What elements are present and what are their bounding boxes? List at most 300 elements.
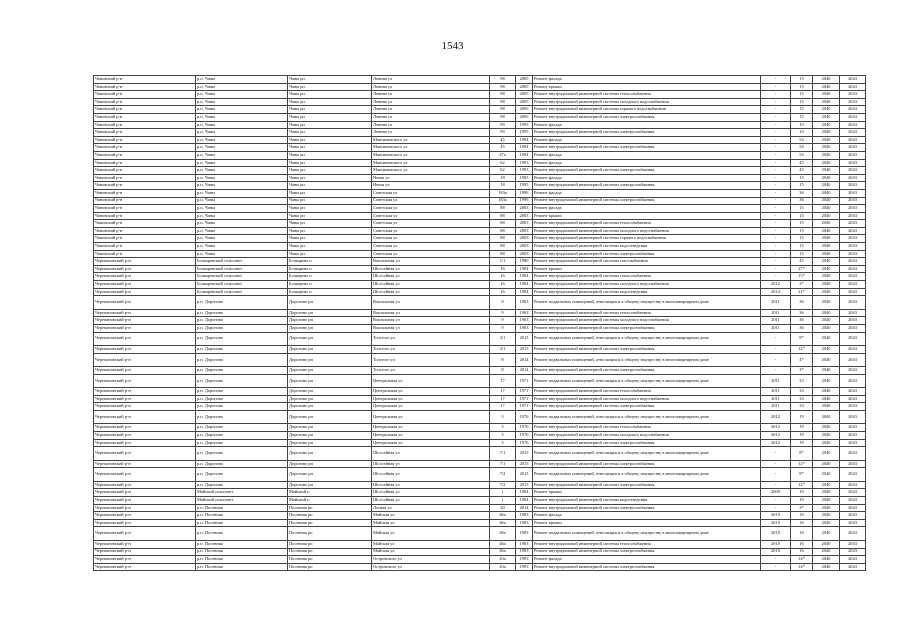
- cell-locality: Чаны рп: [288, 98, 372, 106]
- table-row: [94, 432, 866, 440]
- table-row: [94, 540, 866, 548]
- cell-plan-start: 2040: [813, 83, 840, 91]
- cell-plan-start: 2040: [813, 159, 840, 167]
- cell-prev-year: 2011: [761, 317, 791, 325]
- cell-wear: 15: [791, 220, 813, 228]
- cell-year: 1976: [516, 432, 533, 440]
- cell-district: Черепановский р-н: [94, 388, 196, 396]
- cell-plan-start: 2040: [813, 353, 840, 367]
- cell-house: 99: [490, 129, 516, 137]
- cell-district: Чановский р-н: [94, 76, 196, 84]
- cell-plan-end: 2043: [840, 296, 866, 310]
- cell-plan-end: 2043: [840, 83, 866, 91]
- cell-municipality: р.п. Дорогино: [196, 324, 288, 332]
- cell-district: Черепановский р-н: [94, 468, 196, 482]
- cell-plan-end: 2043: [840, 281, 866, 289]
- cell-prev-year: 2010: [761, 512, 791, 520]
- cell-district: Черепановский р-н: [94, 432, 196, 440]
- cell-work-type: Ремонт фасада: [533, 556, 761, 564]
- cell-plan-end: 2043: [840, 76, 866, 84]
- cell-street: Центральная ул: [372, 388, 490, 396]
- cell-street: Шоссейная ул: [372, 281, 490, 289]
- cell-year: 2015: [516, 481, 533, 489]
- cell-district: Черепановский р-н: [94, 540, 196, 548]
- cell-house: 43а: [490, 563, 516, 571]
- cell-year: 2003: [516, 243, 533, 251]
- cell-municipality: р.п. Посевная: [196, 527, 288, 541]
- cell-locality: Дорогино рп: [288, 332, 372, 346]
- table-row: [94, 481, 866, 489]
- cell-wear: 36: [791, 197, 813, 205]
- cell-municipality: р.п. Чаны: [196, 167, 288, 175]
- cell-street: Вокзальная ул: [372, 324, 490, 332]
- cell-plan-start: 2040: [813, 324, 840, 332]
- cell-year: 1984: [516, 281, 533, 289]
- cell-plan-start: 2040: [813, 556, 840, 564]
- page-number: 1543: [441, 40, 464, 52]
- cell-prev-year: 2011: [761, 296, 791, 310]
- cell-wear: 10: [791, 121, 813, 129]
- cell-wear: 21*: [791, 288, 813, 296]
- cell-prev-year: -: [761, 258, 791, 266]
- cell-municipality: р.п. Чаны: [196, 212, 288, 220]
- cell-wear: 33: [791, 374, 813, 388]
- cell-prev-year: 2011: [761, 309, 791, 317]
- cell-house: 46а: [490, 519, 516, 527]
- cell-municipality: р.п. Дорогино: [196, 424, 288, 432]
- cell-plan-start: 2040: [813, 151, 840, 159]
- cell-year: 1980: [516, 258, 533, 266]
- cell-locality: Посевная рп: [288, 512, 372, 520]
- cell-plan-start: 2040: [813, 182, 840, 190]
- cell-district: Черепановский р-н: [94, 504, 196, 512]
- cell-work-type: Ремонт фасада: [533, 189, 761, 197]
- cell-plan-start: 2040: [813, 548, 840, 556]
- cell-district: Черепановский р-н: [94, 497, 196, 505]
- cell-street: Центральная ул: [372, 424, 490, 432]
- cell-street: Майская ул: [372, 527, 490, 541]
- cell-plan-start: 2040: [813, 205, 840, 213]
- cell-year: 2003: [516, 205, 533, 213]
- cell-plan-end: 2043: [840, 504, 866, 512]
- cell-plan-start: 2040: [813, 227, 840, 235]
- cell-locality: Чаны рп: [288, 235, 372, 243]
- cell-house: 43а: [490, 556, 516, 564]
- cell-plan-start: 2040: [813, 174, 840, 182]
- cell-district: Черепановский р-н: [94, 346, 196, 354]
- table-row: [94, 167, 866, 175]
- cell-year: 1984: [516, 497, 533, 505]
- cell-locality: Посевная рп: [288, 563, 372, 571]
- cell-locality: Чаны рп: [288, 159, 372, 167]
- cell-plan-start: 2040: [813, 346, 840, 354]
- cell-house: 16: [490, 288, 516, 296]
- cell-work-type: Ремонт внутридомовой инженерной системы электроснабжения: [533, 367, 761, 375]
- cell-locality: Чаны рп: [288, 91, 372, 99]
- cell-year: 2003: [516, 227, 533, 235]
- cell-work-type: Ремонт внутридомовой инженерной системы холодного водоснабжения: [533, 317, 761, 325]
- cell-wear: 15: [791, 227, 813, 235]
- cell-wear: 19: [791, 424, 813, 432]
- cell-work-type: Ремонт внутридомовой инженерной системы холодного водоснабжения: [533, 432, 761, 440]
- table-row: [94, 504, 866, 512]
- table-row: [94, 410, 866, 424]
- cell-street: Шоссейная ул: [372, 460, 490, 468]
- cell-street: Вокзальная ул: [372, 296, 490, 310]
- cell-prev-year: -: [761, 220, 791, 228]
- cell-plan-start: 2040: [813, 106, 840, 114]
- cell-district: Черепановский р-н: [94, 273, 196, 281]
- cell-street: Толстого ул: [372, 367, 490, 375]
- cell-house: 8: [490, 367, 516, 375]
- cell-locality: Посевная рп: [288, 519, 372, 527]
- cell-prev-year: 2011: [761, 324, 791, 332]
- cell-prev-year: -: [761, 497, 791, 505]
- cell-street: Советская ул: [372, 227, 490, 235]
- cell-prev-year: -: [761, 167, 791, 175]
- cell-plan-end: 2043: [840, 489, 866, 497]
- cell-street: Советская ул: [372, 197, 490, 205]
- table-row: [94, 388, 866, 396]
- cell-plan-end: 2043: [840, 250, 866, 258]
- cell-work-type: Ремонт крыши: [533, 212, 761, 220]
- cell-prev-year: -: [761, 460, 791, 468]
- cell-work-type: Ремонт крыши: [533, 83, 761, 91]
- cell-street: Советская ул: [372, 243, 490, 251]
- cell-district: Чановский р-н: [94, 182, 196, 190]
- cell-district: Черепановский р-н: [94, 374, 196, 388]
- cell-year: 1971: [516, 374, 533, 388]
- cell-year: 1984: [516, 265, 533, 273]
- cell-street: Центральная ул: [372, 432, 490, 440]
- cell-work-type: Ремонт внутридомовой инженерной системы холодного водоснабжения: [533, 281, 761, 289]
- cell-year: 2005: [516, 76, 533, 84]
- cell-house: 9: [490, 296, 516, 310]
- cell-house: 16: [490, 281, 516, 289]
- cell-locality: Чаны рп: [288, 136, 372, 144]
- cell-house: 46а: [490, 512, 516, 520]
- cell-prev-year: -: [761, 121, 791, 129]
- table-row: [94, 447, 866, 461]
- cell-prev-year: 2010: [761, 519, 791, 527]
- cell-plan-end: 2043: [840, 144, 866, 152]
- table-row: [94, 353, 866, 367]
- cell-municipality: р.п. Чаны: [196, 189, 288, 197]
- cell-municipality: р.п. Посевная: [196, 563, 288, 571]
- cell-wear: 4*: [791, 353, 813, 367]
- cell-district: Чановский р-н: [94, 91, 196, 99]
- cell-municipality: р.п. Дорогино: [196, 296, 288, 310]
- cell-house: 7/2: [490, 481, 516, 489]
- cell-house: 1/1: [490, 258, 516, 266]
- cell-wear: 3*: [791, 367, 813, 375]
- cell-municipality: р.п. Чаны: [196, 250, 288, 258]
- cell-district: Чановский р-н: [94, 136, 196, 144]
- cell-street: Центральная ул: [372, 374, 490, 388]
- cell-street: Шоссейная ул: [372, 489, 490, 497]
- cell-plan-end: 2043: [840, 497, 866, 505]
- cell-municipality: р.п. Дорогино: [196, 410, 288, 424]
- cell-municipality: р.п. Чаны: [196, 174, 288, 182]
- cell-plan-start: 2040: [813, 273, 840, 281]
- cell-work-type: Ремонт внутридомовой инженерной системы электроснабжения: [533, 403, 761, 411]
- cell-municipality: р.п. Чаны: [196, 182, 288, 190]
- cell-prev-year: 2009: [761, 489, 791, 497]
- cell-wear: 33: [791, 388, 813, 396]
- cell-plan-start: 2040: [813, 288, 840, 296]
- cell-house: 62: [490, 159, 516, 167]
- table-row: [94, 227, 866, 235]
- cell-street: Вокзальная ул: [372, 317, 490, 325]
- cell-plan-start: 2040: [813, 243, 840, 251]
- cell-plan-end: 2043: [840, 512, 866, 520]
- cell-municipality: р.п. Посевная: [196, 548, 288, 556]
- cell-plan-end: 2043: [840, 182, 866, 190]
- cell-work-type: Ремонт подвальных помещений, относящихся к общему имуществу в многоквартирном доме: [533, 332, 761, 346]
- cell-house: 183а: [490, 189, 516, 197]
- cell-work-type: Ремонт фасада: [533, 159, 761, 167]
- table-row: [94, 182, 866, 190]
- cell-municipality: р.п. Посевная: [196, 556, 288, 564]
- cell-year: 2005: [516, 91, 533, 99]
- cell-locality: Бочкарево п: [288, 265, 372, 273]
- cell-house: 3: [490, 410, 516, 424]
- cell-plan-end: 2043: [840, 227, 866, 235]
- cell-year: 1995: [516, 174, 533, 182]
- cell-district: Черепановский р-н: [94, 563, 196, 571]
- cell-prev-year: -: [761, 83, 791, 91]
- cell-wear: 45: [791, 167, 813, 175]
- cell-wear: 36: [791, 324, 813, 332]
- table-row: [94, 174, 866, 182]
- cell-wear: 15: [791, 113, 813, 121]
- cell-plan-end: 2043: [840, 91, 866, 99]
- cell-house: 3: [490, 424, 516, 432]
- table-row: [94, 296, 866, 310]
- table-row: [94, 113, 866, 121]
- cell-work-type: Ремонт фасада: [533, 121, 761, 129]
- cell-municipality: р.п. Чаны: [196, 243, 288, 251]
- cell-locality: Чаны рп: [288, 182, 372, 190]
- cell-year: 2015: [516, 332, 533, 346]
- cell-prev-year: 2012: [761, 424, 791, 432]
- cell-district: Чановский р-н: [94, 129, 196, 137]
- table-row: [94, 83, 866, 91]
- table-row: [94, 548, 866, 556]
- cell-plan-end: 2043: [840, 151, 866, 159]
- table-row: [94, 106, 866, 114]
- cell-plan-end: 2043: [840, 324, 866, 332]
- cell-prev-year: 2014: [761, 288, 791, 296]
- cell-municipality: р.п. Чаны: [196, 83, 288, 91]
- cell-wear: 3*: [791, 281, 813, 289]
- cell-work-type: Ремонт подвальных помещений, относящихся к общему имуществу в многоквартирном доме: [533, 410, 761, 424]
- cell-year: 1995: [516, 182, 533, 190]
- cell-locality: Бочкарево п: [288, 281, 372, 289]
- cell-district: Черепановский р-н: [94, 353, 196, 367]
- cell-house: 45: [490, 144, 516, 152]
- cell-plan-end: 2043: [840, 106, 866, 114]
- cell-plan-end: 2043: [840, 374, 866, 388]
- cell-plan-start: 2040: [813, 497, 840, 505]
- cell-work-type: Ремонт внутридомовой инженерной системы электроснабжения: [533, 182, 761, 190]
- cell-house: 47а: [490, 151, 516, 159]
- table-row: [94, 332, 866, 346]
- cell-municipality: р.п. Чаны: [196, 113, 288, 121]
- cell-district: Чановский р-н: [94, 189, 196, 197]
- cell-district: Черепановский р-н: [94, 258, 196, 266]
- cell-work-type: Ремонт крыши: [533, 489, 761, 497]
- cell-plan-end: 2043: [840, 563, 866, 571]
- cell-house: 1: [490, 489, 516, 497]
- cell-plan-start: 2040: [813, 167, 840, 175]
- cell-work-type: Ремонт внутридомовой инженерной системы холодного водоснабжения: [533, 395, 761, 403]
- cell-plan-start: 2040: [813, 113, 840, 121]
- table-row: [94, 205, 866, 213]
- cell-year: 2005: [516, 83, 533, 91]
- cell-plan-end: 2043: [840, 460, 866, 468]
- cell-district: Чановский р-н: [94, 113, 196, 121]
- cell-plan-end: 2043: [840, 481, 866, 489]
- cell-year: 1994: [516, 151, 533, 159]
- cell-locality: Чаны рп: [288, 220, 372, 228]
- cell-plan-end: 2043: [840, 113, 866, 121]
- cell-plan-end: 2043: [840, 346, 866, 354]
- table-row: [94, 439, 866, 447]
- cell-wear: 15: [791, 106, 813, 114]
- cell-locality: Чаны рп: [288, 189, 372, 197]
- cell-prev-year: -: [761, 353, 791, 367]
- cell-prev-year: -: [761, 189, 791, 197]
- table-row: [94, 91, 866, 99]
- cell-wear: 33: [791, 395, 813, 403]
- cell-wear: 19: [791, 439, 813, 447]
- cell-wear: 15: [791, 212, 813, 220]
- cell-locality: Дорогино рп: [288, 353, 372, 367]
- cell-plan-end: 2043: [840, 136, 866, 144]
- cell-work-type: Ремонт внутридомовой инженерной системы электроснабжения: [533, 167, 761, 175]
- cell-street: Шоссейная ул: [372, 497, 490, 505]
- cell-municipality: р.п. Чаны: [196, 121, 288, 129]
- cell-plan-start: 2040: [813, 527, 840, 541]
- cell-plan-end: 2043: [840, 424, 866, 432]
- cell-plan-end: 2043: [840, 205, 866, 213]
- cell-year: 1963: [516, 317, 533, 325]
- table-row: [94, 460, 866, 468]
- cell-locality: Посевная рп: [288, 548, 372, 556]
- cell-plan-end: 2043: [840, 388, 866, 396]
- cell-locality: Дорогино рп: [288, 439, 372, 447]
- cell-house: 17: [490, 403, 516, 411]
- cell-plan-end: 2043: [840, 273, 866, 281]
- table-row: [94, 324, 866, 332]
- cell-locality: Чаны рп: [288, 227, 372, 235]
- cell-district: Чановский р-н: [94, 235, 196, 243]
- cell-year: 2015: [516, 460, 533, 468]
- cell-prev-year: 2012: [761, 432, 791, 440]
- cell-municipality: р.п. Чаны: [196, 106, 288, 114]
- table-row: [94, 151, 866, 159]
- cell-plan-end: 2043: [840, 410, 866, 424]
- cell-wear: 19: [791, 497, 813, 505]
- cell-work-type: Ремонт внутридомовой инженерной системы теплоснабжения: [533, 220, 761, 228]
- cell-wear: 16: [791, 540, 813, 548]
- cell-plan-start: 2040: [813, 136, 840, 144]
- cell-work-type: Ремонт внутридомовой инженерной системы электроснабжения: [533, 481, 761, 489]
- cell-plan-start: 2040: [813, 481, 840, 489]
- cell-locality: Посевная рп: [288, 540, 372, 548]
- table-row: [94, 212, 866, 220]
- cell-work-type: Ремонт подвальных помещений, относящихся к общему имуществу в многоквартирном доме: [533, 447, 761, 461]
- cell-locality: Чаны рп: [288, 250, 372, 258]
- cell-street: Шоссейная ул: [372, 273, 490, 281]
- cell-plan-end: 2043: [840, 353, 866, 367]
- cell-prev-year: -: [761, 481, 791, 489]
- cell-plan-start: 2040: [813, 439, 840, 447]
- cell-house: 98: [490, 76, 516, 84]
- table-row: [94, 159, 866, 167]
- cell-municipality: р.п. Дорогино: [196, 332, 288, 346]
- cell-house: 88: [490, 212, 516, 220]
- cell-house: 62: [490, 167, 516, 175]
- cell-street: Лесная ул: [372, 504, 490, 512]
- cell-plan-end: 2043: [840, 265, 866, 273]
- cell-house: 3: [490, 432, 516, 440]
- cell-plan-end: 2043: [840, 403, 866, 411]
- cell-locality: Чаны рп: [288, 243, 372, 251]
- cell-plan-start: 2040: [813, 309, 840, 317]
- cell-prev-year: -: [761, 136, 791, 144]
- cell-locality: Майский п: [288, 489, 372, 497]
- cell-municipality: р.п. Дорогино: [196, 388, 288, 396]
- cell-plan-end: 2043: [840, 98, 866, 106]
- cell-plan-end: 2043: [840, 556, 866, 564]
- cell-locality: Дорогино рп: [288, 481, 372, 489]
- cell-wear: 16: [791, 519, 813, 527]
- cell-prev-year: 2011: [761, 395, 791, 403]
- cell-wear: 15: [791, 76, 813, 84]
- cell-street: Ленина ул: [372, 129, 490, 137]
- cell-plan-start: 2040: [813, 76, 840, 84]
- table-row: [94, 403, 866, 411]
- cell-plan-start: 2040: [813, 395, 840, 403]
- cell-work-type: Ремонт внутридомовой инженерной системы холодного водоснабжения: [533, 227, 761, 235]
- cell-house: 18: [490, 182, 516, 190]
- cell-house: 88: [490, 250, 516, 258]
- cell-prev-year: -: [761, 76, 791, 84]
- cell-prev-year: 2012: [761, 281, 791, 289]
- cell-municipality: р.п. Чаны: [196, 235, 288, 243]
- cell-wear: 15: [791, 83, 813, 91]
- cell-district: Черепановский р-н: [94, 410, 196, 424]
- cell-street: Советская ул: [372, 235, 490, 243]
- cell-street: Шоссейная ул: [372, 288, 490, 296]
- cell-plan-start: 2040: [813, 540, 840, 548]
- cell-district: Черепановский р-н: [94, 527, 196, 541]
- cell-plan-start: 2040: [813, 332, 840, 346]
- cell-year: 1976: [516, 424, 533, 432]
- cell-district: Чановский р-н: [94, 205, 196, 213]
- cell-municipality: р.п. Чаны: [196, 129, 288, 137]
- cell-street: Максимовского ул: [372, 151, 490, 159]
- cell-street: Шоссейная ул: [372, 265, 490, 273]
- cell-district: Черепановский р-н: [94, 424, 196, 432]
- table-row: [94, 129, 866, 137]
- cell-year: 1983: [516, 548, 533, 556]
- cell-plan-end: 2043: [840, 519, 866, 527]
- cell-year: 1996: [516, 197, 533, 205]
- cell-municipality: Бочкаревский сельсовет: [196, 273, 288, 281]
